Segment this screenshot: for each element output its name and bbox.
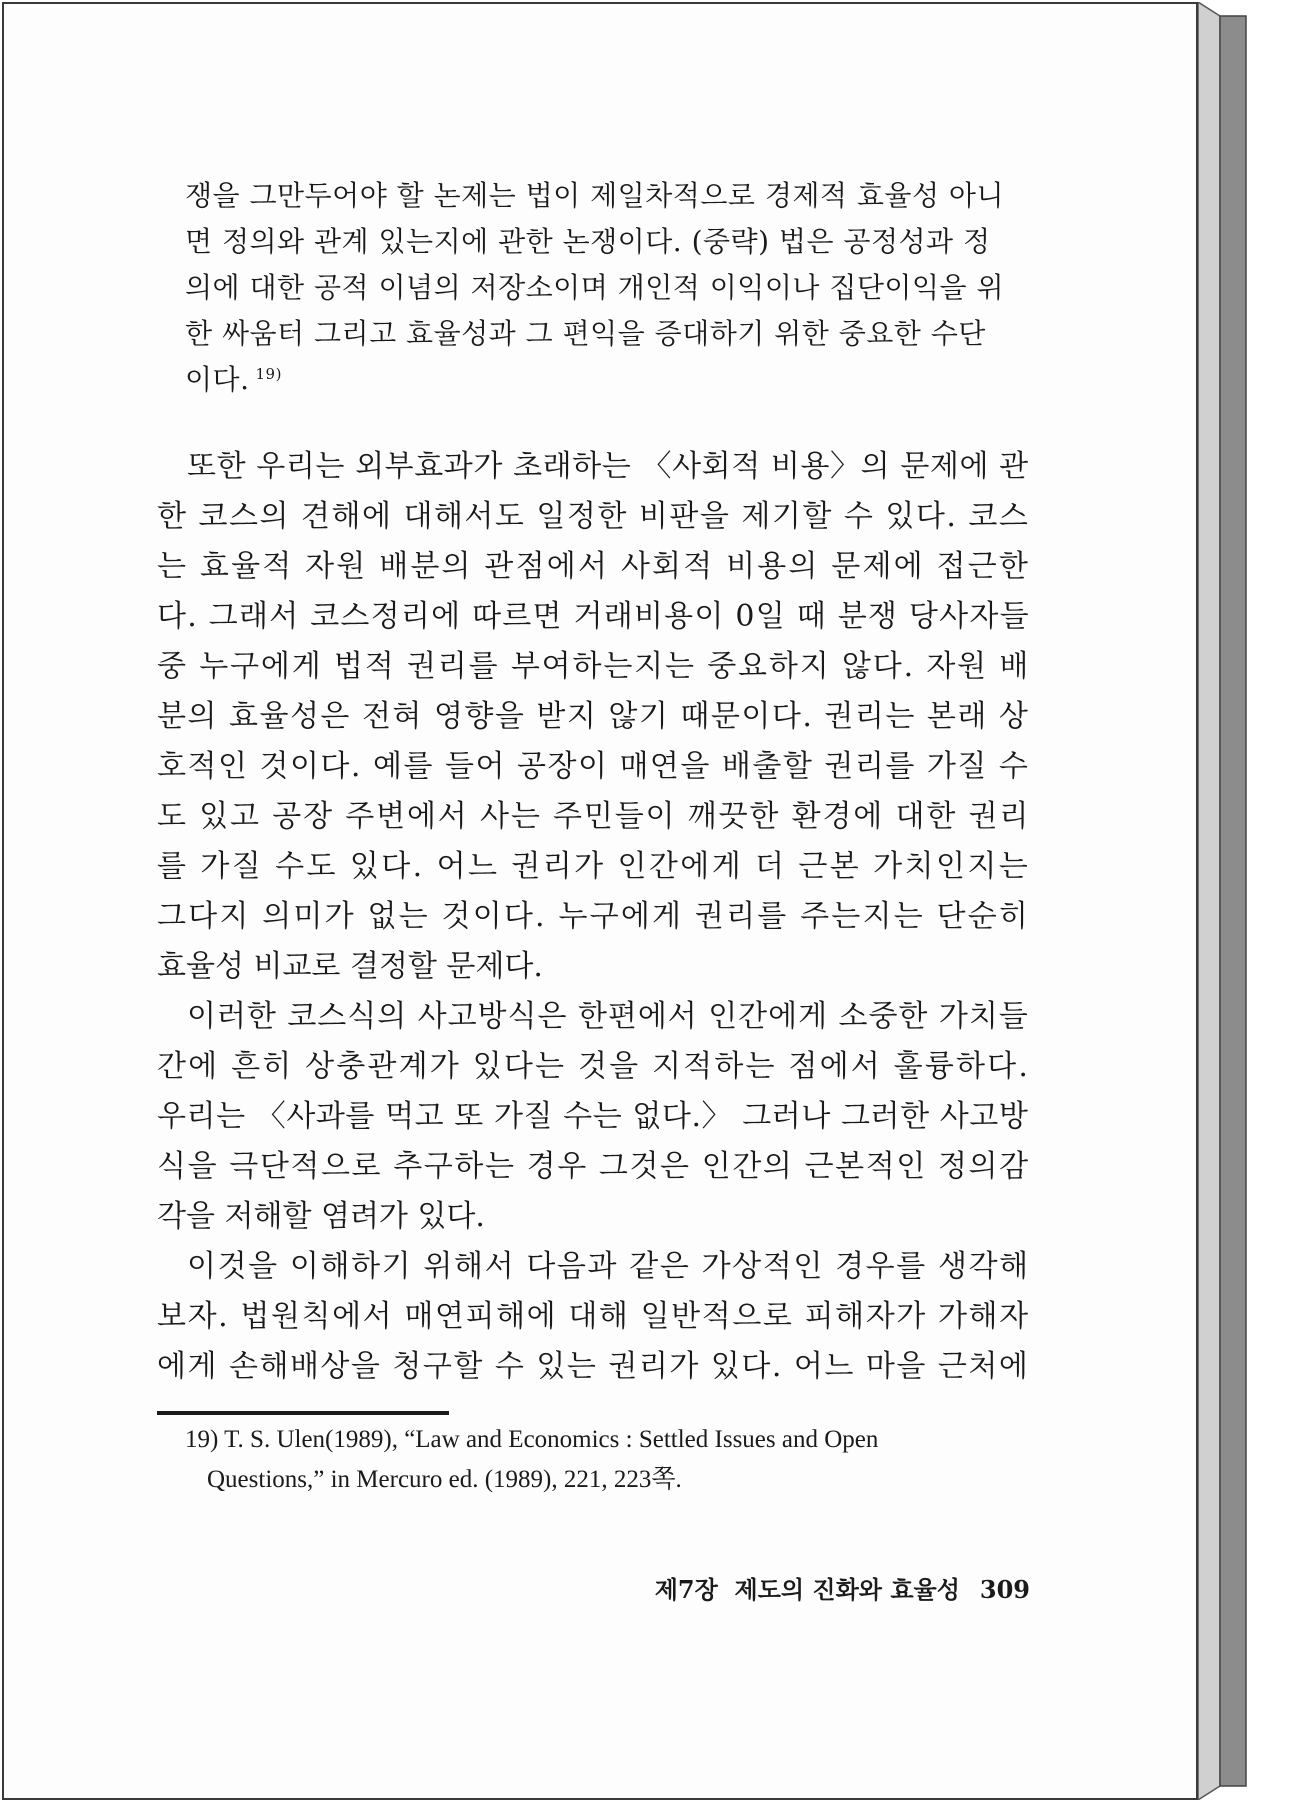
line-text: 또한 우리는 외부효과가 초래하는 〈사회적 비용〉의 문제에 관 [187, 449, 1029, 484]
quote-line: 쟁을 그만두어야 할 논제는 법이 제일차적으로 경제적 효율성 아니 [185, 179, 1005, 212]
quote-line: 의에 대한 공적 이념의 저장소이며 개인적 이익이나 집단이익을 위 [185, 271, 1005, 304]
line-text: 각을 저해할 염려가 있다. [157, 1199, 485, 1234]
line-text: 에게 손해배상을 청구할 수 있는 권리가 있다. 어느 마을 근처에 [157, 1349, 1030, 1384]
body-line [157, 492, 1030, 542]
line-text: 를 가질 수도 있다. 어느 권리가 인간에게 더 근본 가치인지는 [157, 849, 1031, 884]
body-line [157, 1242, 1030, 1292]
line-text: 분의 효율성은 전혀 영향을 받지 않기 때문이다. 권리는 본래 상 [157, 699, 1030, 734]
body-line [157, 1192, 1030, 1242]
body-line [157, 1142, 1030, 1192]
body-line [157, 792, 1030, 842]
line-text: 우리는 〈사과를 먹고 또 가질 수는 없다.〉 그러나 그러한 사고방 [157, 1099, 1029, 1134]
body-line [157, 1092, 1030, 1142]
block-quote [185, 173, 1030, 403]
line-text: 호적인 것이다. 예를 들어 공장이 매연을 배출할 권리를 가질 수 [157, 749, 1030, 784]
running-footer [600, 1570, 1030, 1605]
line-text: 그다지 의미가 없는 것이다. 누구에게 권리를 주는지는 단순히 [157, 899, 1031, 934]
line-text: 이러한 코스식의 사고방식은 한편에서 인간에게 소중한 가치들 [187, 999, 1029, 1034]
line-text: 효율성 비교로 결정할 문제다. [157, 949, 543, 984]
body-line [157, 1292, 1030, 1342]
body-line [157, 442, 1030, 492]
body-line [157, 642, 1030, 692]
footnote-line: Questions,” in Mercuro ed. (1989), 221, 223쪽. [207, 1466, 682, 1493]
line-text: 도 있고 공장 주변에서 사는 주민들이 깨끗한 환경에 대한 권리 [157, 799, 1031, 834]
footnote [185, 1420, 1030, 1500]
body-line [157, 942, 1030, 992]
line-text: 중 누구에게 법적 권리를 부여하는지는 중요하지 않다. 자원 배 [157, 649, 1031, 684]
body-line [157, 892, 1030, 942]
quote-line-last [185, 357, 1030, 403]
body-line [157, 1342, 1030, 1392]
quote-line: 면 정의와 관계 있는지에 관한 논쟁이다. (중략) 법은 공정성과 정 [185, 225, 991, 258]
line-text: 간에 흔히 상충관계가 있다는 것을 지적하는 점에서 훌륭하다. [157, 1049, 1031, 1084]
body-line [157, 742, 1030, 792]
quote-text: 이다. [185, 363, 250, 396]
line-text: 이것을 이해하기 위해서 다음과 같은 가상적인 경우를 생각해 [187, 1249, 1030, 1284]
page-edge [1198, 2, 1248, 1800]
body-line [157, 592, 1030, 642]
quote-line: 한 싸움터 그리고 효율성과 그 편익을 증대하기 위한 중요한 수단 [185, 317, 986, 350]
footnote-line: 19) T. S. Ulen(1989), “Law and Economics : Settled Issues and Open [185, 1426, 879, 1453]
chapter-title: 제7장 제도의 진화와 효율성 [654, 1575, 960, 1604]
body-line [157, 542, 1030, 592]
page-number: 309 [979, 1575, 1030, 1604]
body-line [157, 1042, 1030, 1092]
body-line [157, 842, 1030, 892]
body-line [157, 692, 1030, 742]
line-text: 식을 극단적으로 추구하는 경우 그것은 인간의 근본적인 정의감 [157, 1149, 1030, 1184]
line-text: 다. 그래서 코스정리에 따르면 거래비용이 0일 때 분쟁 당사자들 [157, 599, 1030, 634]
footnote-divider [157, 1411, 449, 1415]
line-text: 보자. 법원칙에서 매연피해에 대해 일반적으로 피해자가 가해자 [157, 1299, 1030, 1334]
footnote-marker: 19) [255, 364, 282, 383]
body-line [157, 992, 1030, 1042]
line-text: 한 코스의 견해에 대해서도 일정한 비판을 제기할 수 있다. 코스 [157, 499, 1030, 534]
line-text: 는 효율적 자원 배분의 관점에서 사회적 비용의 문제에 접근한 [157, 549, 1031, 584]
body-text [157, 442, 1030, 1392]
